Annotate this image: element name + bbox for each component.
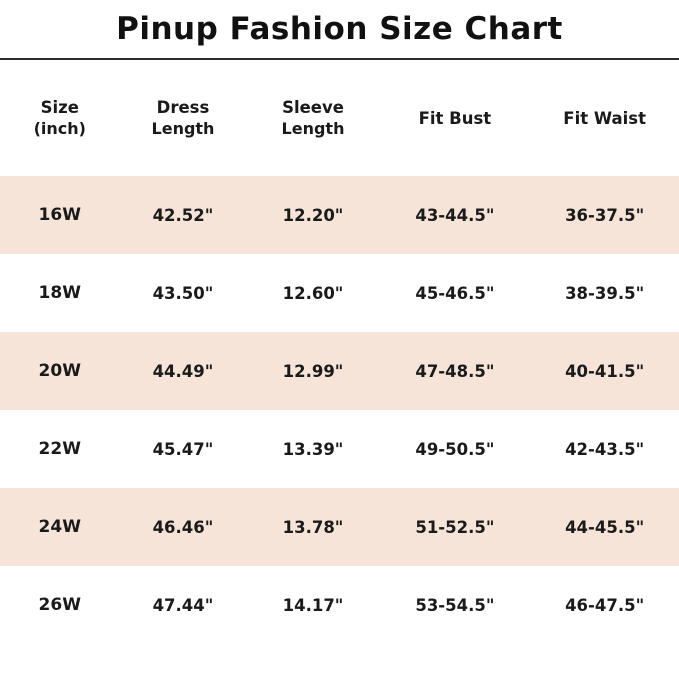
cell-size: 22W [0, 410, 120, 488]
column-header-sleeve-length-line1: Sleeve [282, 98, 344, 118]
column-header-fit-waist [530, 60, 679, 176]
cell-dress-length: 43.50" [120, 254, 247, 332]
column-header-dress-length-line1: Dress [156, 98, 210, 118]
size-chart-table [0, 60, 679, 644]
cell-fit-bust: 45-46.5" [380, 254, 531, 332]
column-header-dress-length-line2: Length [151, 118, 215, 138]
cell-sleeve-length: 12.60" [246, 254, 379, 332]
cell-dress-length: 44.49" [120, 332, 247, 410]
cell-sleeve-length: 13.78" [246, 488, 379, 566]
cell-fit-waist: 38-39.5" [530, 254, 679, 332]
cell-fit-bust: 47-48.5" [380, 332, 531, 410]
column-header-fit-waist-line1: Fit Waist [563, 108, 646, 128]
column-header-fit-bust-line1: Fit Bust [418, 108, 492, 128]
cell-fit-waist: 36-37.5" [530, 176, 679, 254]
column-header-sleeve-length-line2: Length [281, 118, 345, 138]
table-header [0, 60, 679, 176]
cell-fit-bust: 43-44.5" [380, 176, 531, 254]
cell-fit-bust: 53-54.5" [380, 566, 531, 644]
column-header-size-line1: Size [40, 98, 79, 118]
cell-fit-waist: 40-41.5" [530, 332, 679, 410]
cell-sleeve-length: 14.17" [246, 566, 379, 644]
cell-sleeve-length: 12.20" [246, 176, 379, 254]
column-header-size-line2: (inch) [33, 118, 86, 138]
cell-sleeve-length: 13.39" [246, 410, 379, 488]
table-row [0, 566, 679, 644]
column-header-sleeve-length [246, 60, 379, 176]
cell-dress-length: 47.44" [120, 566, 247, 644]
cell-fit-bust: 51-52.5" [380, 488, 531, 566]
cell-size: 24W [0, 488, 120, 566]
cell-dress-length: 45.47" [120, 410, 247, 488]
table-row [0, 332, 679, 410]
table-row [0, 254, 679, 332]
table-row [0, 410, 679, 488]
cell-dress-length: 46.46" [120, 488, 247, 566]
bottom-spacer [0, 644, 679, 654]
cell-fit-waist: 46-47.5" [530, 566, 679, 644]
cell-fit-waist: 44-45.5" [530, 488, 679, 566]
column-header-fit-bust [380, 60, 531, 176]
page-title: Pinup Fashion Size Chart [116, 11, 563, 47]
header-row [0, 60, 679, 176]
cell-fit-waist: 42-43.5" [530, 410, 679, 488]
cell-fit-bust: 49-50.5" [380, 410, 531, 488]
cell-size: 20W [0, 332, 120, 410]
table-body [0, 176, 679, 644]
table-row [0, 176, 679, 254]
cell-sleeve-length: 12.99" [246, 332, 379, 410]
cell-size: 26W [0, 566, 120, 644]
cell-size: 18W [0, 254, 120, 332]
cell-dress-length: 42.52" [120, 176, 247, 254]
column-header-dress-length [120, 60, 247, 176]
table-row [0, 488, 679, 566]
cell-size: 16W [0, 176, 120, 254]
column-header-size [0, 60, 120, 176]
